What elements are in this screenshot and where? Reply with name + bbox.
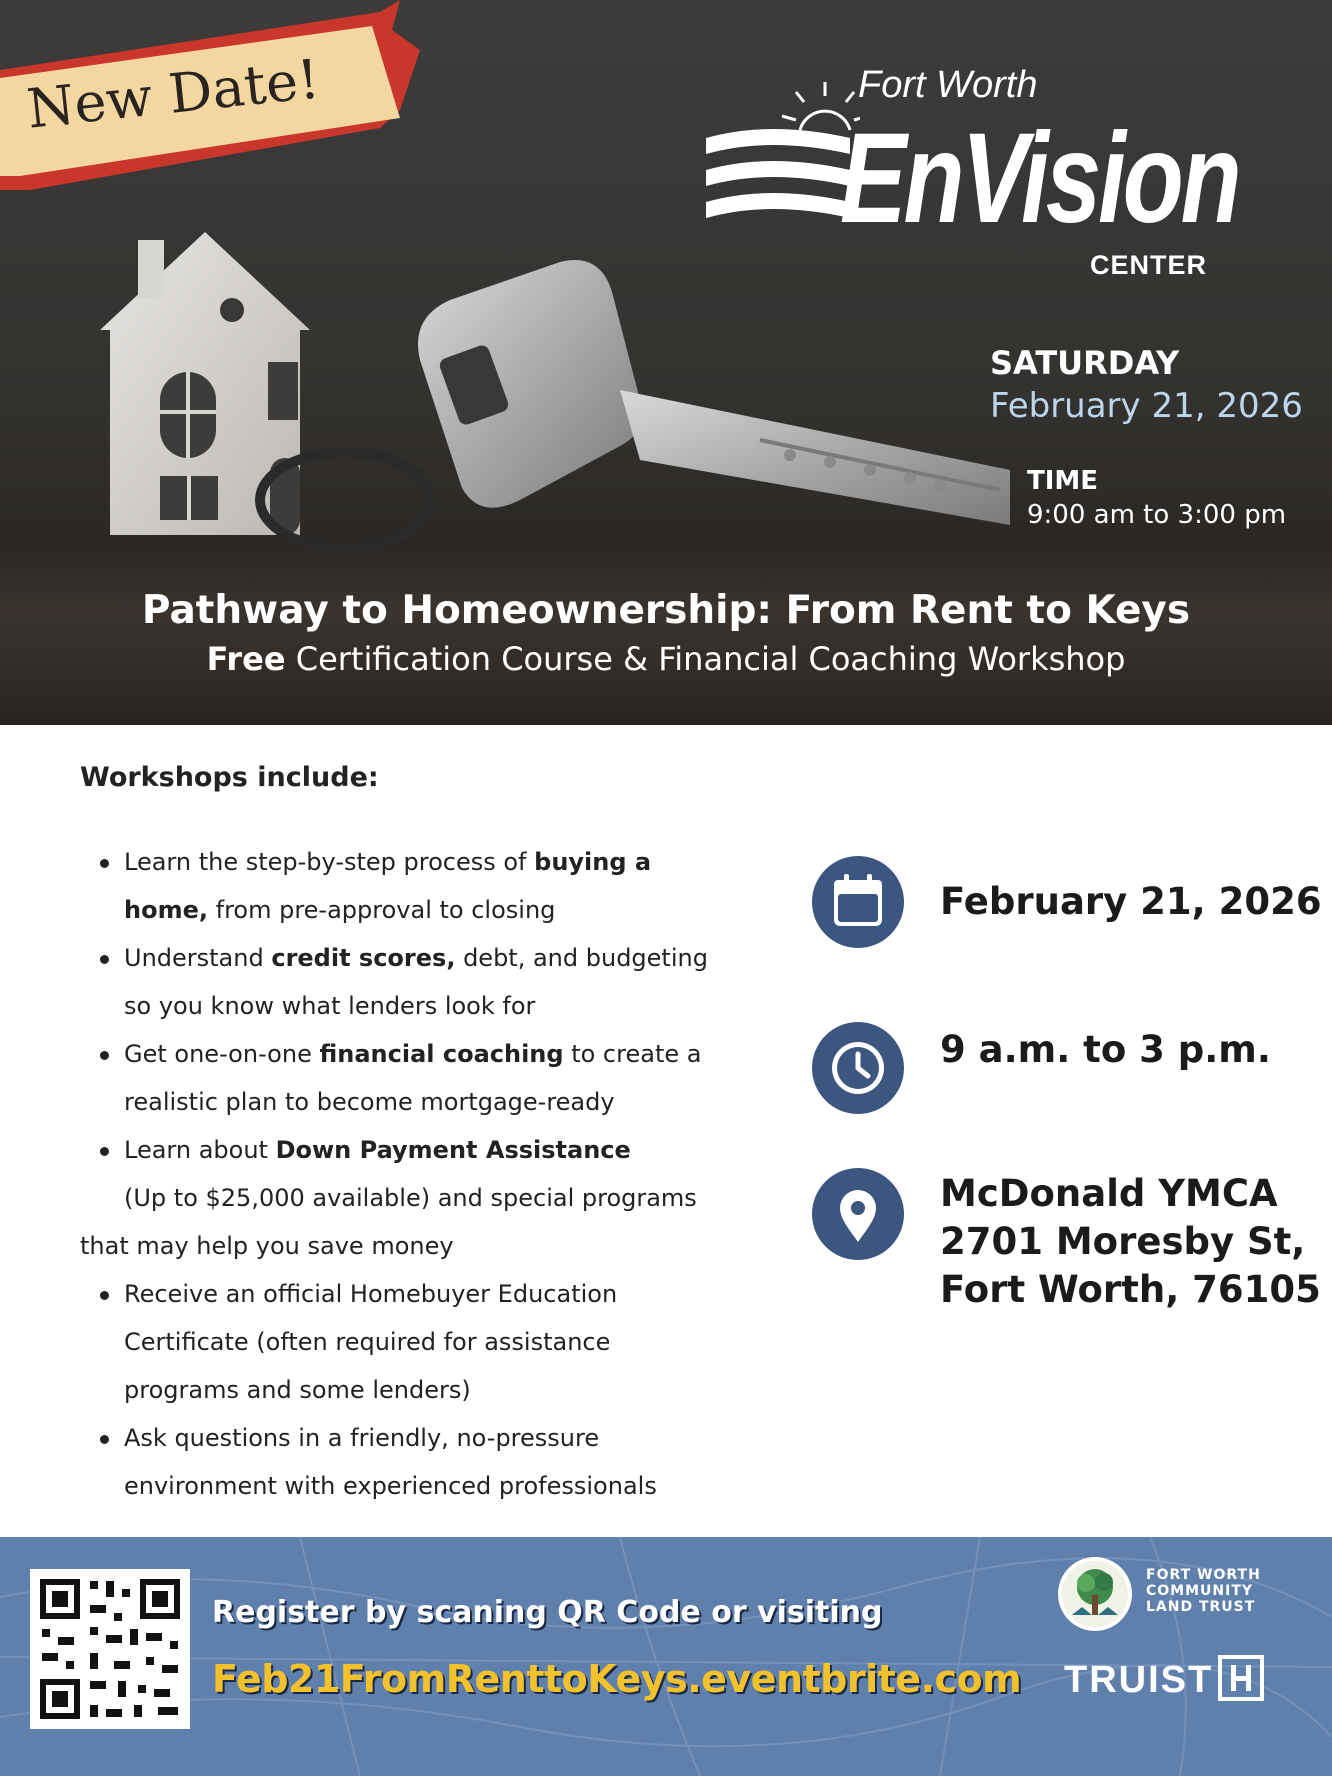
footer-register-section bbox=[0, 1537, 1332, 1776]
logo-envision-wordmark: EnVision bbox=[840, 107, 1239, 250]
new-date-text: New Date! bbox=[24, 47, 323, 141]
event-title: Pathway to Homeownership: From Rent to Keys bbox=[141, 588, 1191, 633]
event-day-label: SATURDAY bbox=[990, 344, 1180, 382]
list-item-continued: environment with experienced professionals bbox=[124, 1472, 657, 1500]
sun-and-flag-icon bbox=[700, 80, 860, 250]
truist-logo-text: TRUIST bbox=[1064, 1659, 1214, 1701]
list-item: Ask questions in a friendly, no-pressure bbox=[80, 1414, 780, 1462]
list-item: Learn the step-by-step process of buying a bbox=[80, 838, 780, 886]
logo-fort-worth: Fort Worth bbox=[858, 64, 1038, 106]
list-item: Learn about Down Payment Assistance bbox=[80, 1126, 780, 1174]
list-item-continued: Certificate (often required for assistance bbox=[124, 1328, 611, 1356]
event-date: February 21, 2026 bbox=[990, 386, 1303, 426]
truist-logo-mark-icon bbox=[1218, 1655, 1264, 1701]
key-figure bbox=[418, 260, 1010, 525]
info-location-line2: 2701 Moresby St, bbox=[940, 1220, 1306, 1263]
list-item: Get one-on-one financial coaching to create a bbox=[80, 1030, 780, 1078]
registration-qr-code[interactable] bbox=[30, 1569, 190, 1729]
workshops-heading: Workshops include: bbox=[80, 762, 379, 793]
house-figure bbox=[100, 232, 310, 535]
location-pin-icon bbox=[812, 1168, 904, 1260]
clock-icon bbox=[812, 1022, 904, 1114]
community-land-trust-logo-text: FORT WORTH COMMUNITY LAND TRUST bbox=[1146, 1567, 1261, 1615]
new-date-banner bbox=[0, 0, 440, 200]
event-time-label: TIME bbox=[1027, 466, 1099, 496]
list-item-continued: (Up to $25,000 available) and special programs bbox=[124, 1184, 697, 1212]
list-item-continued: so you know what lenders look for bbox=[124, 992, 536, 1020]
workshop-bullet-list bbox=[80, 838, 780, 1510]
logo-center: CENTER bbox=[1090, 250, 1208, 280]
list-item-continued: programs and some lenders) bbox=[124, 1376, 471, 1404]
info-time: 9 a.m. to 3 p.m. bbox=[940, 1028, 1271, 1071]
register-instructions: Register by scaning QR Code or visiting bbox=[212, 1595, 883, 1630]
event-subtitle bbox=[0, 640, 1332, 678]
subtitle-rest: Certification Course & Financial Coaching Workshop bbox=[295, 640, 1126, 678]
calendar-icon bbox=[812, 856, 904, 948]
event-time: 9:00 am to 3:00 pm bbox=[1027, 500, 1287, 530]
list-item: Receive an official Homebuyer Education bbox=[80, 1270, 780, 1318]
subtitle-free: Free bbox=[206, 640, 286, 678]
info-location-line3: Fort Worth, 76105 bbox=[940, 1268, 1321, 1311]
info-date: February 21, 2026 bbox=[940, 880, 1322, 923]
registration-url-link[interactable]: Feb21FromRenttoKeys.eventbrite.com bbox=[212, 1657, 1022, 1701]
list-item-continued: home, from pre-approval to closing bbox=[124, 896, 556, 924]
list-item-continued: realistic plan to become mortgage-ready bbox=[124, 1088, 615, 1116]
list-item-continued: that may help you save money bbox=[80, 1232, 454, 1260]
list-item: Understand credit scores, debt, and budgeting bbox=[80, 934, 780, 982]
hero-photo-section bbox=[0, 0, 1332, 725]
envision-center-logo bbox=[700, 60, 1260, 290]
tree-logo-icon bbox=[1058, 1557, 1132, 1631]
info-location-line1: McDonald YMCA bbox=[940, 1172, 1278, 1215]
